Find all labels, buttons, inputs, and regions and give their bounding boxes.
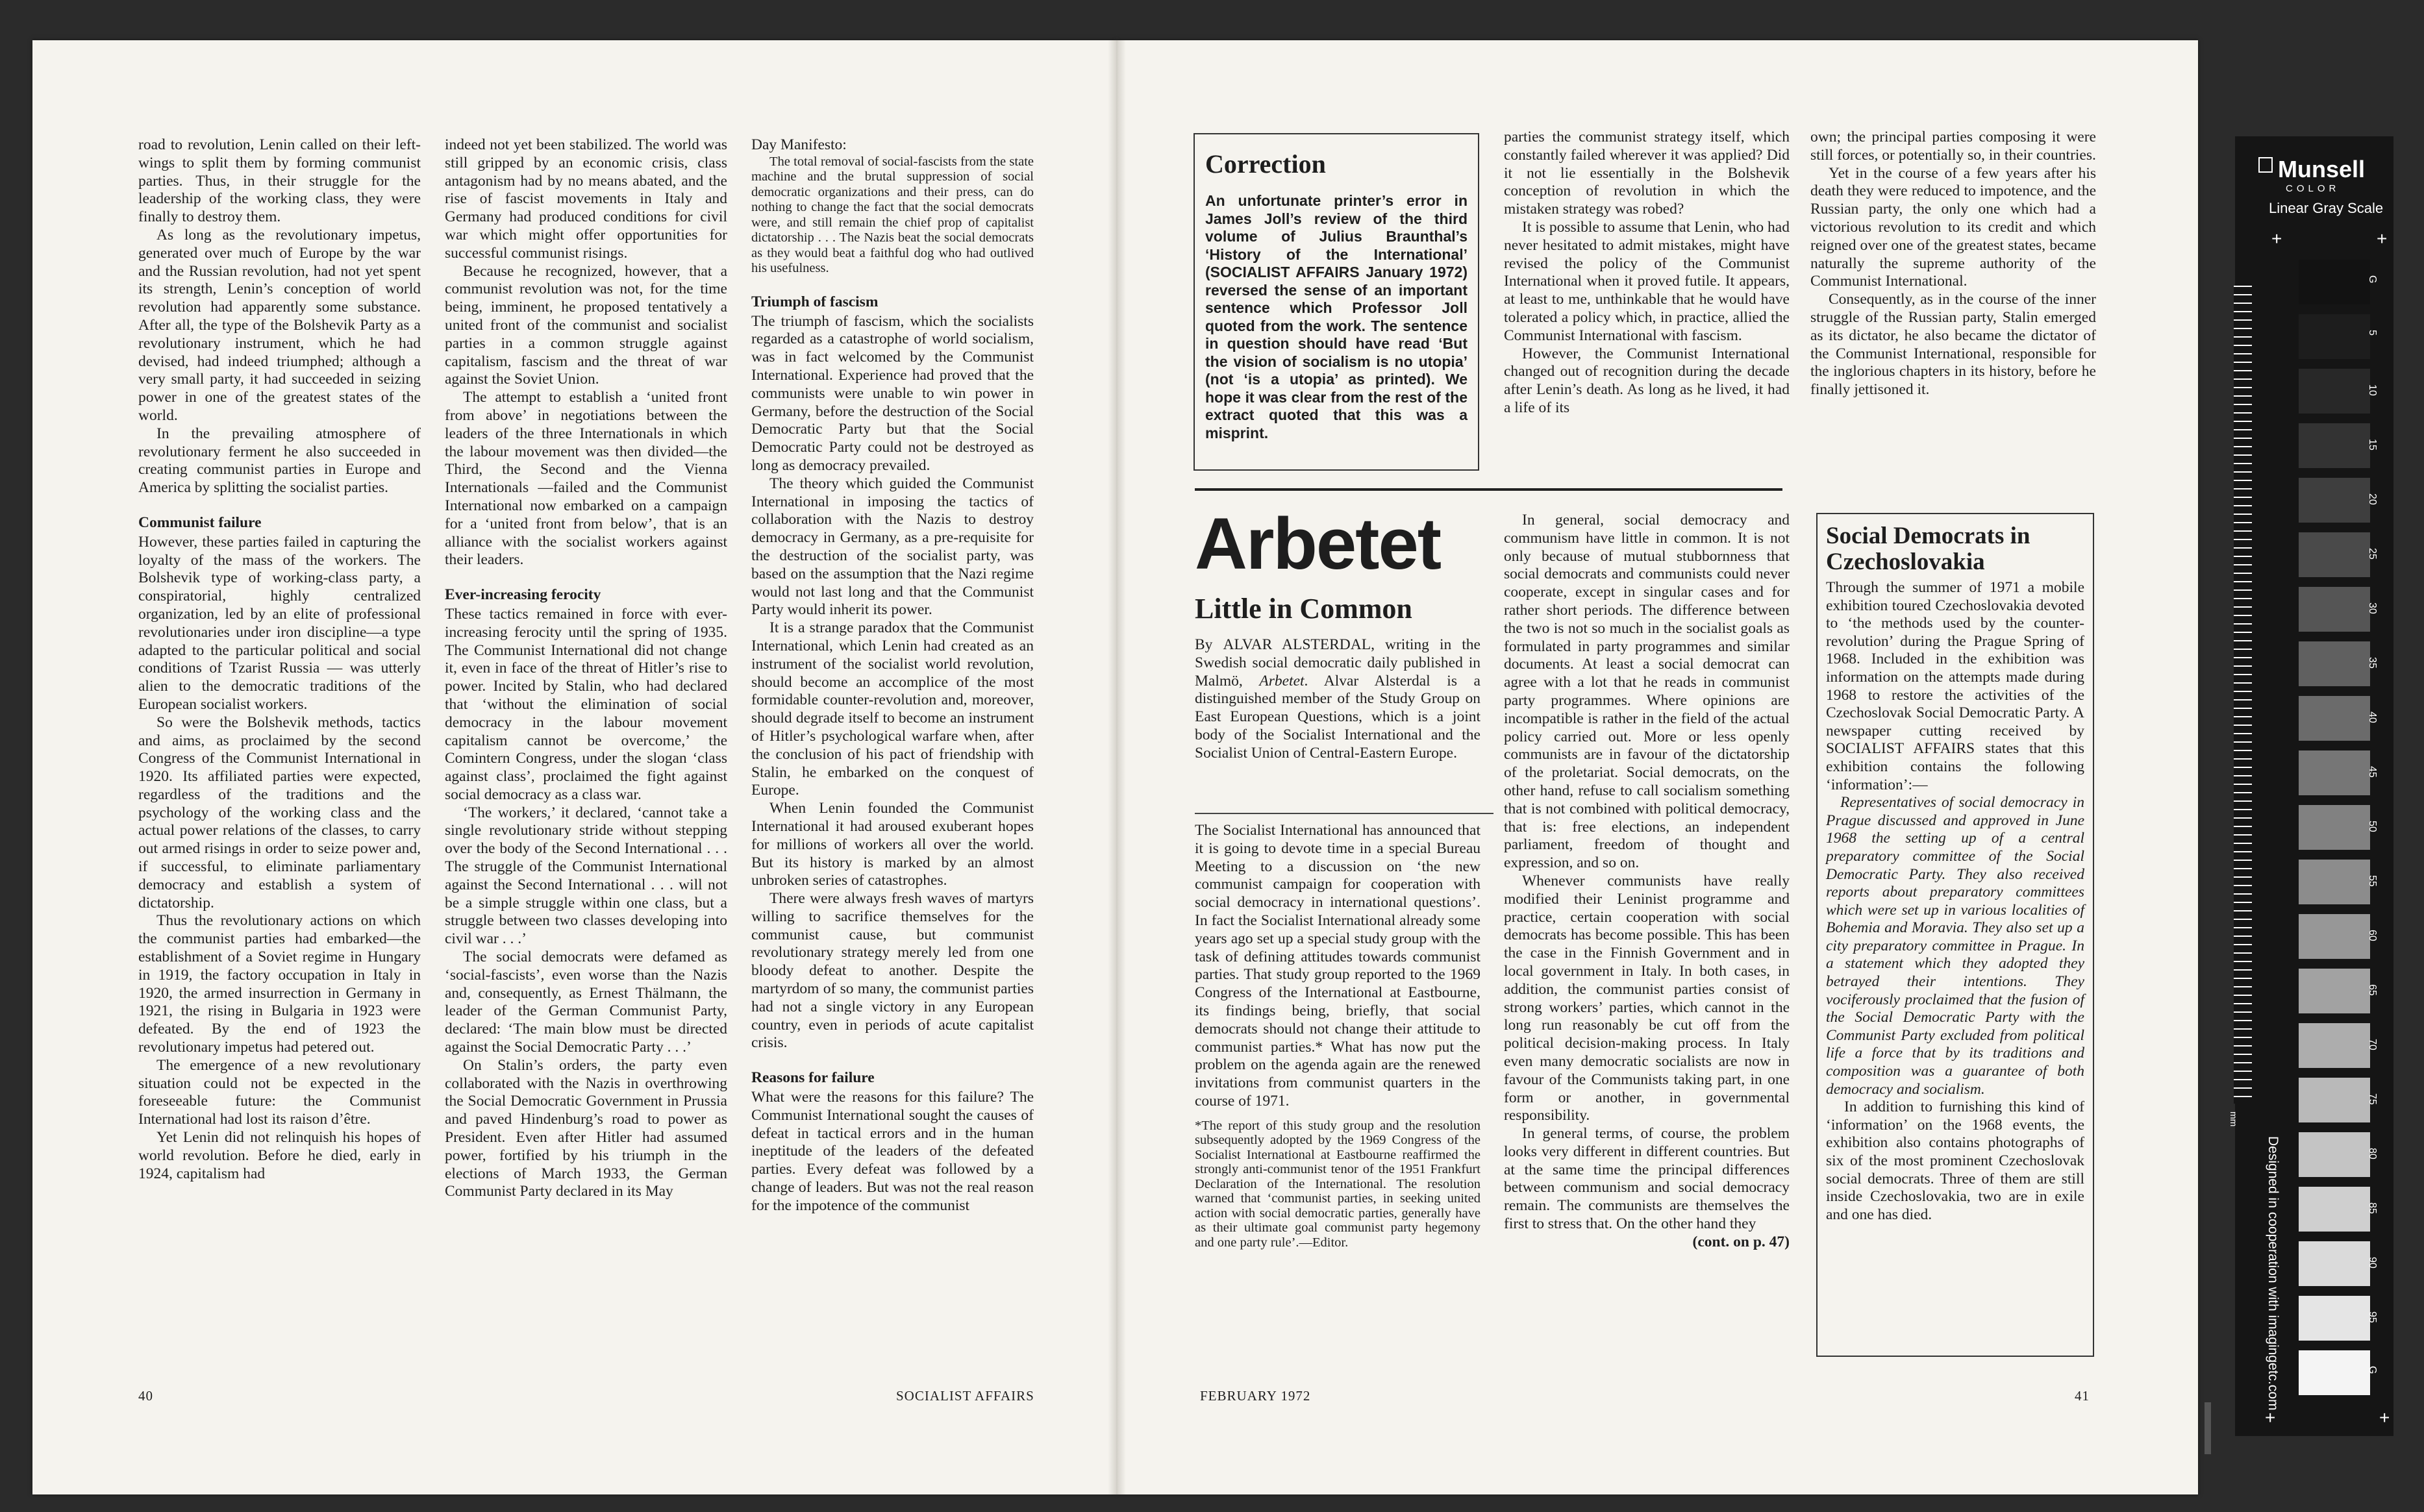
page-gutter — [1108, 40, 1126, 1494]
paragraph: Day Manifesto: — [751, 136, 847, 153]
left-column-2 — [445, 136, 727, 1201]
paragraph: indeed not yet been stabilized. The world was still gripped by an economic crisis, class antagonism had by no means abated, and the rise of fascist movements in Italy and Germany had produced conditions for civil war which might offer opportunities for successful communist risings. — [445, 136, 727, 262]
card-title: Linear Gray Scale — [2269, 200, 2384, 216]
chip-label: 75 — [2367, 1093, 2378, 1105]
byline-author: ALVAR ALSTERDAL — [1223, 636, 1371, 653]
paragraph: There were always fresh waves of martyrs willing to sacrifice themselves for the communist cause, but communist revolutionary strategy merely led from one bloody defeat to another. Despite the martyrdom of so many, the communist parties had not a single victory in any European country, even in periods of acute capitalist crisis. — [751, 890, 1034, 1052]
paragraph: In the prevailing atmosphere of revolutionary ferment he also succeeded in creating communist parties in Europe and America by splitting the socialist parties. — [138, 425, 421, 497]
chip-label: 15 — [2367, 439, 2378, 451]
card-brand-sub: COLOR — [2286, 183, 2340, 194]
footnote: *The report of this study group and the resolution subsequently adopted by the 1969 Congress of the Socialist International at Eastbourne reaffirmed the strongly anti-communist tenor of the 1951 Frankfurt Declaration of the International. The resolution warned that ‘communist parties, in seeking united action with social democratic parties, generally have as their ultimate goal communist party hegemony and one party rule’.—Editor. — [1195, 1118, 1481, 1250]
gray-chip — [2299, 1132, 2370, 1177]
paragraph: The social democrats were defamed as ‘social-fascists’, even worse than the Nazis and, consequently, as Ernest Thälmann, the leader of the German Communist Party, declared: ‘The main blow must be directed against the Social Democratic Party . . .’ — [445, 948, 727, 1056]
byline-part: , writing in the Swedish social democratic daily published in Malmö, — [1195, 636, 1481, 689]
gray-chip — [2299, 1187, 2370, 1232]
arbetet-masthead: Arbetet — [1195, 503, 1441, 584]
byline-part: By — [1195, 636, 1223, 653]
byline-text — [1195, 636, 1481, 763]
sidebar-text: states that this exhibition contains the following ‘information’:— — [1826, 740, 2084, 793]
plus-icon: + — [2271, 229, 2282, 249]
correction-title: Correction — [1205, 149, 1326, 179]
paragraph: The emergence of a new revolutionary situation could not be expected in the foreseeable future: the Communist International had lost its raison d’être. — [138, 1056, 421, 1128]
section-heading: Triumph of fascism — [751, 293, 879, 310]
paragraph: Yet in the course of a few years after his death they were reduced to impotence, and the Russian party, the only one which had a victorious revolution to its credit and which reigned over one of the greatest states, became naturally the supreme authority of the Communist International. — [1810, 164, 2096, 290]
gray-chip — [2299, 478, 2370, 523]
chip-label: 85 — [2367, 1202, 2378, 1214]
paragraph: As long as the revolutionary impetus, generated over much of Europe by the war and the Russian revolution, had not yet spent its strength, Lenin’s conception of world revolution had apparently some substance. After all, the type of the Bolshevik Party as a revolutionary instrument, which he had devised, had indeed triumphed; although a very small party, it had succeeded in seizing power in one of the greatest states of the world. — [138, 226, 421, 424]
gray-chip — [2299, 260, 2370, 304]
correction-box — [1193, 133, 1479, 471]
sidebar-quote: Representatives of social democracy in Prague discussed and approved in June 1968 the setting up of a central preparatory committee of the Social Democratic Party. They also received reports about preparatory committees which were set up in various localities of Bohemia and Moravia. They also set up a city preparatory committee in Prague. In a statement which they adopted they betrayed their intentions. They vociferously proclaimed that the fusion of the Social Democratic Party with the Communist Party excluded from political life a force that by its traditions and composition was a guarantee of both democracy and socialism. — [1826, 794, 2084, 1098]
paragraph: It is possible to assume that Lenin, who had never hesitated to admit mistakes, might have revised the policy of the Communist International when it proved futile. It appears, at least to me, unthinkable that he would have tolerated a policy which, in practice, allied the Communist International with fascism. — [1504, 218, 1790, 344]
byline-paper: Arbetet — [1259, 672, 1305, 689]
paragraph: parties the communist strategy itself, which constantly failed wherever it was applied? Did it not lie essentially in the Bolshevik conception of revolution in which the mistaken strategy was robed? — [1504, 129, 1790, 218]
mm-ruler — [2234, 286, 2252, 1104]
paragraph: The Socialist International has announced that it is going to devote time in a special Bureau Meeting to a discussion on ‘the new communist campaign for cooperation with social democracy in international questions’. In fact the Socialist International already some years ago set up a special study group with the task of defining attitudes towards communist parties. That study group reported to the 1969 Congress of the International at Eastbourne, its findings being, briefly, that social democrats should not change their attitude to communist parties.* What has now put the problem on the agenda again are the renewed invitations from communist quarters in the course of 1971. — [1195, 822, 1481, 1109]
sidebar-text: Through the summer of 1971 a mobile exhibition toured Czechoslovakia devoted to ‘the methods used by the counter-revolution’ during the Prague Spring of 1968. Included in the exhibition was information on the attempts made during 1968 to restore the activities of the Czechoslovak Social Democratic Party. A newspaper cutting received by — [1826, 579, 2084, 739]
gray-chip — [2299, 532, 2370, 577]
section-heading: Ever-increasing ferocity — [445, 586, 601, 604]
chip-label: 55 — [2367, 875, 2378, 887]
sidebar-paragraph — [1826, 579, 2084, 794]
page-number-left: 40 — [138, 1388, 153, 1404]
chip-label: 30 — [2367, 602, 2378, 614]
chip-label: 70 — [2367, 1039, 2378, 1050]
paragraph: What were the reasons for this failure? The Communist International sought the causes of defeat in tactical errors and in the human ineptitude of the leaders of the defeated parties. Every defeat was followed by a change of leaders. But was not the real reason for the impotence of the communist — [751, 1089, 1034, 1214]
chip-label: 10 — [2367, 384, 2378, 396]
arbetet-column-1 — [1195, 822, 1481, 1250]
munsell-logo-icon — [2258, 157, 2273, 173]
gray-chip — [2299, 1296, 2370, 1341]
sidebar-paragraph: In addition to furnishing this kind of ‘information’ on the 1968 events, the exhibition also contains photographs of six of the most prominent Czechoslovak social democrats. Three of them are still inside Czechoslovakia, two are in exile and one has died. — [1826, 1098, 2084, 1223]
chip-label: 65 — [2367, 984, 2378, 996]
chip-label: 80 — [2367, 1148, 2378, 1159]
paragraph: own; the principal parties composing it were still forces, or potentially so, in their countries. — [1810, 129, 2096, 164]
arbetet-byline — [1195, 636, 1481, 763]
paragraph: These tactics remained in force with ever-increasing ferocity until the spring of 1935. The Communist International did not change it, even in face of the threat of Hitler’s rise to power. Incited by Stalin, who had declared that ‘without the elimination of social democracy in the labour movement capitalism cannot be overcome,’ the Comintern Congress, under the slogan ‘class against class’, proclaimed the fight against social democracy as a class war. — [445, 605, 727, 803]
gray-chip — [2299, 1023, 2370, 1068]
gray-chip — [2299, 587, 2370, 632]
byline-separator — [1195, 813, 1493, 814]
sidebar-title: Social Democrats in Czechoslovakia — [1826, 523, 2030, 575]
gray-chip — [2299, 1241, 2370, 1286]
chip-label: 40 — [2367, 712, 2378, 723]
correction-text: An unfortunate printer’s error in James Joll’s review of the third volume of Julius Braunthal’s ‘History of the International’ (SOCIALIST AFFAIRS January 1972) reversed the sense of an important sentence which Professor Joll quoted from the work. The sentence in question should have read ‘But the vision of socialism is no utopia’ (not ‘is a utopia’ as printed). We hope it was clear from the rest of the extract quoted that this was a misprint. — [1205, 192, 1468, 441]
section-rule — [1195, 488, 1782, 491]
sidebar-text-smallcaps: SOCIALIST AFFAIRS — [1826, 740, 1975, 758]
ruler-unit: mm — [2229, 1111, 2239, 1127]
article-title: Little in Common — [1195, 593, 1412, 625]
card-brand: Munsell — [2278, 156, 2366, 182]
card-credit: Designed in cooperation with imagingetc.com — [2266, 1136, 2280, 1411]
page-number-right: 41 — [2075, 1388, 2090, 1404]
gray-chip — [2299, 1078, 2370, 1122]
section-heading: Reasons for failure — [751, 1069, 875, 1087]
gray-chip — [2299, 750, 2370, 795]
section-heading: Communist failure — [138, 514, 262, 531]
plus-icon: + — [2265, 1407, 2276, 1428]
gray-chip — [2299, 805, 2370, 850]
chip-label: G — [2367, 1366, 2378, 1374]
gray-chip — [2299, 914, 2370, 959]
paragraph: The attempt to establish a ‘united front from above’ in negotiations between the leaders of the three Internationals in which the labour movement was then divided—the Third, the Second and the Vienna Internationals —failed and the Communist International now embarked on a campaign for a ‘united front from below’, that is an alliance with the socialist workers against their leaders. — [445, 389, 727, 569]
arbetet-column-2 — [1504, 512, 1790, 1252]
paragraph: Consequently, as in the course of the inner struggle of the Russian party, Stalin emerged as its dictator, he also became the dictator of the Communist International, responsible for the inglorious chapters in its history, before he finally jettisoned it. — [1810, 291, 2096, 399]
paragraph: So were the Bolshevik methods, tactics and aims, as proclaimed by the second Congress of the Communist International in 1920. Its affiliated parties were expected, regardless of the traditions and the psychology of the working class and the actual power relations of the classes, to carry out armed risings in order to seize power and, if successful, to eliminate parliamentary democracy and establish a system of dictatorship. — [138, 713, 421, 911]
gray-chip — [2299, 1350, 2370, 1395]
chip-label: 25 — [2367, 548, 2378, 560]
paragraph: ‘The workers,’ it declared, ‘cannot take a single revolutionary stride without stepping over the body of the Second International . . . The struggle of the Communist International against the Second International . . . will not be a simple struggle within one class, but a struggle between two classes developing into civil war . . .’ — [445, 804, 727, 948]
gray-chip — [2299, 314, 2370, 359]
paragraph: Thus the revolutionary actions on which the communist parties had embarked—the establishment of a Soviet regime in Hungary in 1919, the factory occupation in Italy in 1920, the armed insurrection in Germany in 1921, the rising in Bulgaria in 1923 were defeated. By the end of 1923 the revolutionary impetus had petered out. — [138, 912, 421, 1056]
issue-date: FEBRUARY 1972 — [1200, 1388, 1311, 1404]
paragraph: In general terms, of course, the problem looks very different in different countries. But at the same time the principal differences between communism and social democracy remain. The communists are themselves the first to stress that. On the other hand they — [1504, 1125, 1790, 1233]
page-edge — [2205, 1402, 2211, 1454]
paragraph: On Stalin’s orders, the party even collaborated with the Nazis in overthrowing the Social Democratic Government in Prussia and paved Hindenburg’s road to power as President. Even after Hitler had assumed power, fortified by his triumph in the elections of March 1933, the German Communist Party declared in its May — [445, 1056, 727, 1200]
byline-part: . Alvar Alsterdal is a distinguished member of the Study Group on East European Questions, which is a joint body of the Socialist International and the Socialist Union of Central-Eastern Europe. — [1195, 672, 1481, 762]
right-column-3-top — [1810, 129, 2096, 399]
paragraph: road to revolution, Lenin called on their left-wings to split them by forming communist parties. Thus, in their struggle for the leadership of the working class, they were finally to destroy them. — [138, 136, 421, 226]
chip-label: G — [2367, 275, 2378, 284]
continued-notice: (cont. on p. 47) — [1692, 1233, 1790, 1250]
paragraph: Yet Lenin did not relinquish his hopes of world revolution. Before he died, early in 1924, capitalism had — [138, 1129, 421, 1182]
left-column-1 — [138, 136, 421, 1183]
right-column-2-top — [1504, 129, 1790, 417]
paragraph: The theory which guided the Communist International in imposing the tactics of collaboration with the Nazis to destroy democracy in Germany, as a pre-requisite for the destruction of the socialist party, was based on the assumption that the Nazi regime would not last long and that the Communist Party would inherit its power. — [751, 475, 1034, 619]
czech-sidebar-box — [1816, 513, 2094, 1357]
chip-label: 60 — [2367, 930, 2378, 941]
gray-chip — [2299, 423, 2370, 468]
chip-label: 50 — [2367, 821, 2378, 832]
left-column-3 — [751, 136, 1034, 1215]
paragraph: Because he recognized, however, that a communist revolution was not, for the time being, imminent, he proposed tentatively a united front of the communist and socialist parties in a common struggle against capitalism, fascism and the threat of war against the Soviet Union. — [445, 262, 727, 388]
paragraph: However, these parties failed in capturing the loyalty of the mass of the workers. The Bolshevik type of working-class party, a conspiratorial, highly centralized organization, led by an elite of professional revolutionaries under iron discipline—a type adapted to the particular political and social conditions of Tzarist Russia — was utterly alien to the democratic traditions of the European socialist workers. — [138, 533, 421, 713]
gray-chip — [2299, 369, 2370, 414]
chip-label: 20 — [2367, 493, 2378, 505]
chip-label: 35 — [2367, 657, 2378, 669]
gray-chip — [2299, 696, 2370, 741]
paragraph: However, the Communist International changed out of recognition during the decade after Lenin’s death. As long as he lived, it had a life of its — [1504, 345, 1790, 416]
plus-icon: + — [2379, 1407, 2390, 1428]
chip-label: 45 — [2367, 766, 2378, 778]
chip-label: 95 — [2367, 1311, 2378, 1323]
plus-icon: + — [2377, 229, 2388, 249]
chip-label: 90 — [2367, 1257, 2378, 1269]
paragraph: The triumph of fascism, which the socialists regarded as a catastrophe of world socialism, was in fact welcomed by the Communist International. Experience had proved that the communists were unable to win power in Germany, before the destruction of the Social Democratic Party but that the Social Democratic Party could not be destroyed as long as democracy prevailed. — [751, 312, 1034, 474]
paragraph: Whenever communists have really modified their Leninist programme and practice, certain cooperation with social democrats has become possible. This has been the case in the Finnish Government and in local government in Italy. In both cases, in addition, the communist parties consist of strong workers’ parties, which cannot in the long run reasonably be cut off from the political decision-making process. In Italy even many democratic socialists are now in favour of the Communists taking part, in one form or another, in governmental responsibility. — [1504, 872, 1790, 1124]
gray-chip — [2299, 641, 2370, 686]
gray-chip — [2299, 860, 2370, 904]
gray-chip — [2299, 969, 2370, 1013]
paragraph: In general, social democracy and communism have little in common. It is not only because of mutual stubbornness that social democrats and communists could never cooperate, except in singular cases and for rather short periods. The difference between the two is not so much in the socialist goals as formulated in party programmes and similar documents. At least a social democrat can agree with a lot that he reads in communist party programmes. Where opinions are incompatible is rather in the field of the actual policy carried out. More or less openly communists are in favour of the dictatorship of the proletariat. Social democrats, on the other hand, refuse to call socialism something that is not combined with political democracy, that is: free elections, an independent parliament, freedom of thought and expression, and so on. — [1504, 512, 1790, 872]
paragraph: It is a strange paradox that the Communist International, which Lenin had created as an instrument of the socialist world revolution, should become an accomplice of the most formidable counter-revolution and, moreover, should degrade itself to become an instrument of Hitler’s psychological warfare when, after the conclusion of his pact of friendship with Stalin, he embarked on the conquest of Europe. — [751, 619, 1034, 799]
block-quote: The total removal of social-fascists from the state machine and the brutal suppression of social democratic organizations and their press, can do nothing to change the fact that the social democrats were, and still remain the chief prop of capitalist dictatorship . . . The Nazis beat the social democrats as they would beat a faithful dog who had outlived his usefulness. — [751, 154, 1034, 276]
chip-label: 5 — [2367, 330, 2378, 336]
running-title: SOCIALIST AFFAIRS — [896, 1388, 1034, 1404]
paragraph: When Lenin founded the Communist International it had aroused exuberant hopes for millions of workers all over the world. But its history is marked by an almost unbroken series of catastrophes. — [751, 800, 1034, 889]
